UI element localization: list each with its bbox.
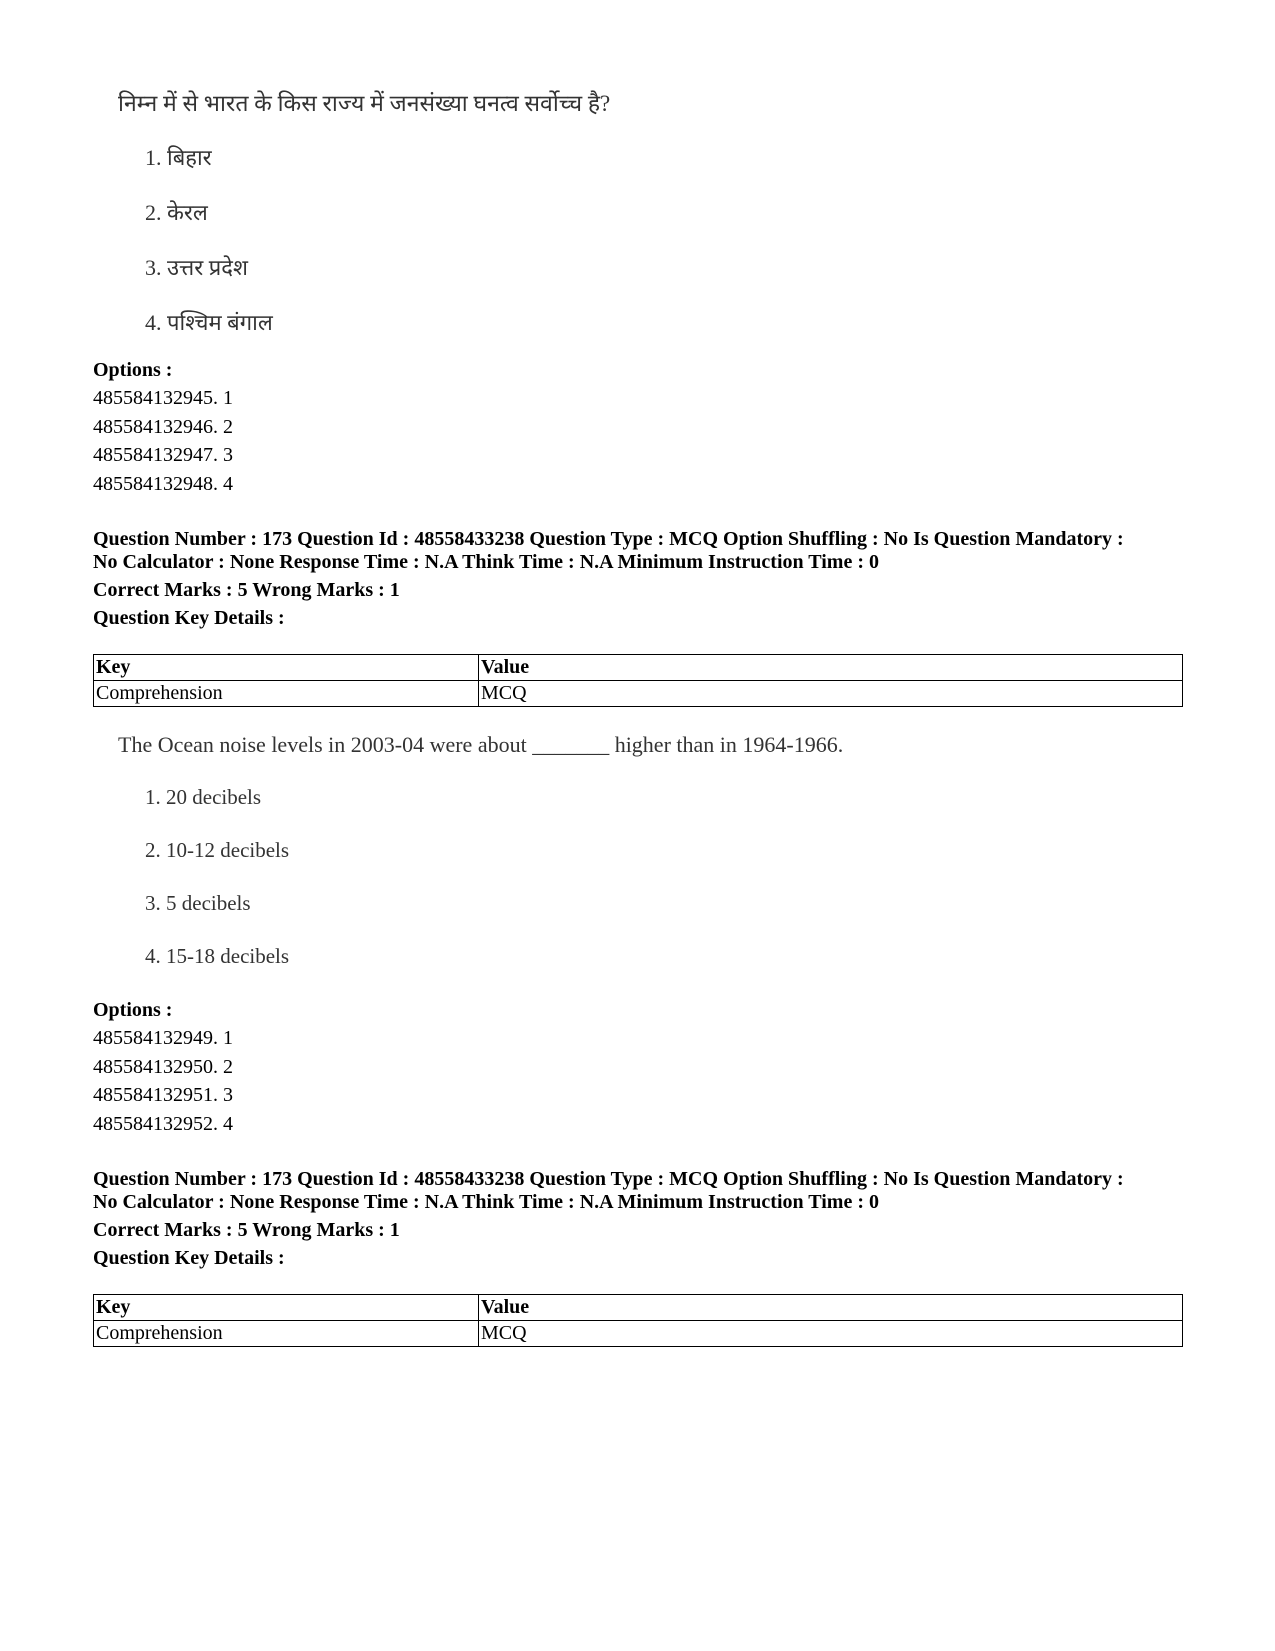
- question-meta-block: [93, 1168, 1183, 1272]
- question-choice: 1. बिहार: [145, 145, 212, 170]
- table-cell: MCQ: [479, 681, 1183, 707]
- question-choice: 2. केरल: [145, 200, 208, 225]
- table-header-row: [94, 655, 1183, 681]
- option-id: 485584132948. 4: [93, 472, 233, 495]
- table-cell: Comprehension: [94, 1321, 479, 1347]
- options-block: [93, 356, 1183, 498]
- question-stem: The Ocean noise levels in 2003-04 were about _______ higher than in 1964-1966.: [118, 732, 844, 757]
- table-cell: Comprehension: [94, 681, 479, 707]
- question-meta-line: Question Number : 173 Question Id : 48558433238 Question Type : MCQ Option Shuffling : No Is Question Mandatory :: [93, 1168, 1124, 1190]
- question-choice: 4. पश्चिम बंगाल: [145, 310, 273, 335]
- marks-line: Correct Marks : 5 Wrong Marks : 1: [93, 1219, 400, 1241]
- question-choice: 2. 10-12 decibels: [145, 838, 290, 862]
- table-row: [94, 681, 1183, 707]
- option-id: 485584132949. 1: [93, 1027, 233, 1049]
- table-header-cell: Key: [94, 655, 479, 681]
- option-id: 485584132947. 3: [93, 444, 233, 466]
- key-details-label: Question Key Details :: [93, 607, 285, 629]
- table-cell: MCQ: [479, 1321, 1183, 1347]
- option-id: 485584132950. 2: [93, 1055, 233, 1078]
- option-id: 485584132946. 2: [93, 415, 233, 438]
- options-label: Options :: [93, 359, 173, 381]
- question-choice: 3. 5 decibels: [145, 891, 251, 915]
- question-stem: निम्न में से भारत के किस राज्य में जनसंख्या घनत्व सर्वोच्च है?: [118, 91, 611, 116]
- question-meta-block: [93, 528, 1183, 632]
- option-id: 485584132952. 4: [93, 1112, 233, 1135]
- question-meta-line: Question Number : 173 Question Id : 48558433238 Question Type : MCQ Option Shuffling : No Is Question Mandatory :: [93, 528, 1124, 550]
- question-meta-line: No Calculator : None Response Time : N.A Think Time : N.A Minimum Instruction Time : 0: [93, 1191, 879, 1213]
- key-details-label: Question Key Details :: [93, 1247, 285, 1269]
- options-label: Options :: [93, 999, 173, 1021]
- table-header-row: [94, 1295, 1183, 1321]
- question-choice: 3. उत्तर प्रदेश: [145, 255, 248, 280]
- option-id: 485584132951. 3: [93, 1084, 233, 1106]
- key-table: [93, 1294, 1183, 1347]
- key-table: [93, 654, 1183, 707]
- table-header-cell: Value: [479, 1295, 1183, 1321]
- question-meta-line: No Calculator : None Response Time : N.A Think Time : N.A Minimum Instruction Time : 0: [93, 551, 879, 573]
- marks-line: Correct Marks : 5 Wrong Marks : 1: [93, 579, 400, 601]
- option-id: 485584132945. 1: [93, 387, 233, 409]
- table-header-cell: Value: [479, 655, 1183, 681]
- question-choice: 1. 20 decibels: [145, 785, 262, 809]
- table-header-cell: Key: [94, 1295, 479, 1321]
- table-row: [94, 1321, 1183, 1347]
- key-table-container: [93, 654, 1183, 707]
- question-choice: 4. 15-18 decibels: [145, 944, 290, 968]
- options-block: [93, 996, 1183, 1138]
- key-table-container: [93, 1294, 1183, 1347]
